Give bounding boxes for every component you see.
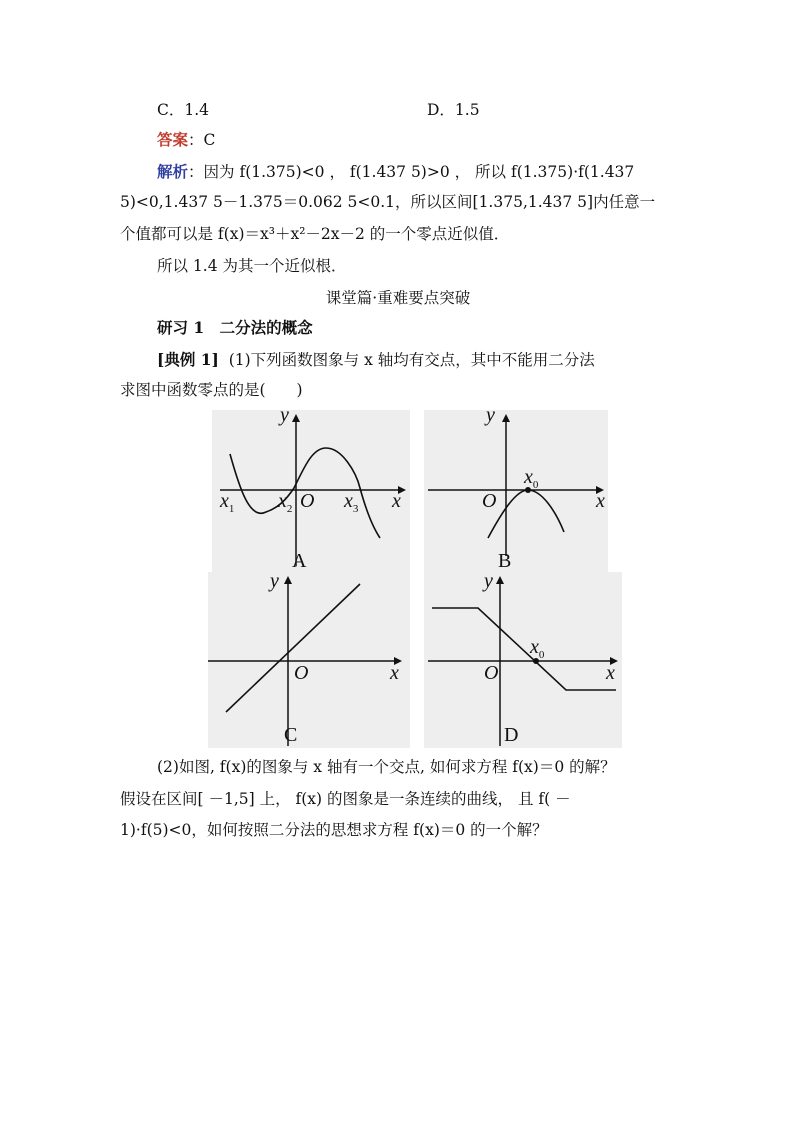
label-x3: $x_3$ [344,490,359,515]
y-axis-arrow [502,414,510,422]
analysis-line-3: 个值都可以是 f(x)＝x³＋x²－2x－2 的一个零点近似值． [120,225,510,243]
label-x1: $x_1$ [220,490,235,515]
graph-b [424,404,608,572]
line-c [226,584,360,712]
example-q1-text: (1)下列函数图象与 x 轴均有交点，其中不能用二分法 [228,351,595,369]
caption-c: C [284,724,298,746]
label-x0: $x_0$ [530,636,545,661]
example-q2-line-1: (2)如图, f(x)的图象与 x 轴有一个交点, 如何求方程 f(x)＝0 的解？ [157,758,616,776]
analysis-line-1 [157,159,713,185]
example-line-2: 求图中函数零点的是( ) [120,381,303,399]
example-tag: [典例 1] [157,350,219,369]
analysis-text-1: 因为 f(1.375)<0 ， f(1.437 5)>0 ， 所以 f(1.375)·f(1.437 [203,163,635,181]
example-q2-line-3: 1)·f(5)<0，如何按照二分法的思想求方程 f(x)＝0 的一个解？ [120,821,548,839]
option-d: D．1.5 [427,101,480,119]
y-axis-arrow [284,576,292,584]
y-label-d: y [484,570,493,592]
graph-c-svg [208,572,410,748]
y-label-a: y [280,404,289,426]
origin-a: O [300,490,315,512]
origin-c: O [294,662,309,684]
caption-a: A [292,550,307,572]
caption-b: B [498,550,512,572]
y-axis-arrow [496,576,504,584]
y-label-b: y [486,404,495,426]
x-label-c: x [390,662,399,684]
option-c: C．1.4 [157,101,210,119]
example-q2-line-2: 假设在区间[ －1,5] 上， f(x) 的图象是一条连续的曲线， 且 f( － [120,790,571,808]
label-x0: $x_0$ [524,466,539,491]
curve-b [488,490,564,538]
y-axis-arrow [292,414,300,422]
label-x2: $x_2$ [278,490,293,515]
origin-d: O [484,662,499,684]
example-line-1 [157,347,713,373]
analysis-sep: ： [188,163,204,181]
answer-value: C [203,131,216,149]
graph-c [208,572,410,748]
graph-d [424,572,622,748]
line-d [432,608,616,690]
answer-line [157,127,713,153]
topic-heading: 研习 1 二分法的概念 [157,318,313,337]
caption-d: D [504,724,519,746]
section-title: 课堂篇·重难要点突破 [325,289,471,307]
x-label-b: x [596,490,605,512]
x-label-a: x [392,490,401,512]
analysis-line-2: 5)<0,1.437 5－1.375＝0.062 5<0.1，所以区间[1.375,1.437 5]内任意一 [120,193,656,211]
graph-b-svg [424,410,608,572]
graph-d-svg [424,572,622,748]
analysis-label: 解析 [157,162,189,181]
graph-a [212,404,410,572]
x-label-d: x [606,662,615,684]
answer-sep: ： [188,131,204,149]
analysis-line-4: 所以 1.4 为其一个近似根． [157,257,347,275]
answer-label: 答案 [157,130,189,149]
y-label-c: y [270,570,279,592]
origin-b: O [482,490,497,512]
